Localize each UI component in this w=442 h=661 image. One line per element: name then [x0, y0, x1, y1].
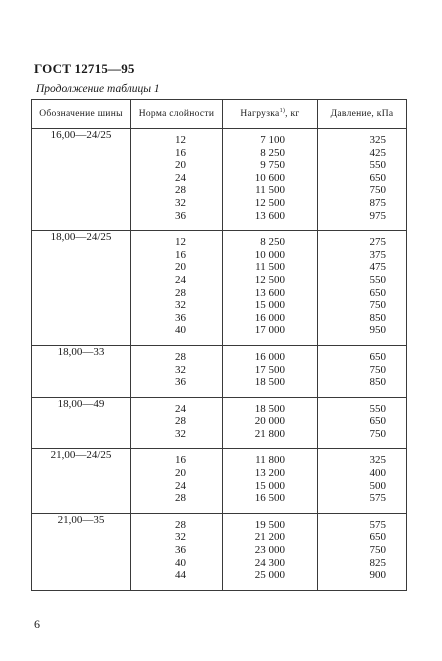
ply-rating-value: 12	[175, 134, 186, 146]
pressure-value: 425	[369, 146, 386, 159]
load-value: 11 500	[255, 261, 285, 274]
ply-rating-value: 28	[175, 518, 186, 531]
header-load-label: Нагрузка	[240, 109, 280, 120]
value-list	[318, 514, 406, 590]
header-tire-designation: Обозначение шины	[32, 100, 131, 129]
ply-rating-cell	[131, 449, 223, 513]
tire-designation-cell: 21,00—35	[32, 513, 131, 590]
value-list	[223, 514, 317, 590]
load-value: 15 000	[254, 299, 285, 312]
load-value: 21 200	[254, 531, 285, 544]
load-value: 8 250	[260, 146, 285, 159]
value-list	[223, 129, 317, 230]
load-value: 20 000	[254, 415, 285, 428]
ply-rating-value: 32	[175, 531, 186, 544]
header-ply-rating: Норма слойности	[131, 100, 223, 129]
value-list	[318, 398, 406, 449]
table-row	[32, 345, 407, 397]
header-load	[223, 100, 318, 129]
tire-designation-cell: 16,00—24/25	[32, 129, 131, 231]
value-list	[318, 231, 406, 345]
ply-rating-value: 28	[175, 492, 186, 505]
load-value: 11 500	[255, 184, 285, 197]
value-list	[131, 398, 222, 449]
pressure-value: 650	[369, 415, 386, 428]
ply-rating-value: 20	[175, 467, 186, 480]
pressure-value: 750	[369, 299, 386, 312]
tire-designation-cell: 18,00—49	[32, 397, 131, 449]
load-value: 15 000	[254, 479, 285, 492]
ply-rating-cell	[131, 129, 223, 231]
pressure-value: 575	[369, 492, 386, 505]
table-row	[32, 129, 407, 231]
ply-rating-cell	[131, 231, 223, 346]
load-value: 9 750	[260, 159, 285, 172]
value-list	[131, 129, 222, 230]
pressure-value: 575	[369, 518, 386, 531]
value-list	[318, 449, 406, 512]
pressure-value: 650	[369, 286, 386, 299]
value-list	[318, 129, 406, 230]
tire-designation-cell: 18,00—24/25	[32, 231, 131, 346]
load-value: 8 250	[260, 236, 285, 249]
value-list	[131, 514, 222, 590]
load-value: 24 300	[254, 556, 285, 569]
pressure-value: 875	[369, 196, 386, 209]
ply-rating-value: 44	[175, 569, 186, 582]
tire-designation-cell: 21,00—24/25	[32, 449, 131, 513]
table-row	[32, 449, 407, 513]
table-body	[32, 129, 407, 591]
pressure-value: 325	[369, 134, 386, 146]
ply-rating-value: 16	[175, 454, 186, 467]
ply-rating-value: 36	[175, 376, 186, 389]
pressure-value: 850	[369, 311, 386, 324]
pressure-value: 400	[369, 467, 386, 480]
load-value: 17 500	[254, 363, 285, 376]
ply-rating-value: 32	[175, 196, 186, 209]
pressure-value: 750	[369, 363, 386, 376]
load-cell	[223, 231, 318, 346]
pressure-cell	[318, 513, 407, 590]
ply-rating-value: 28	[175, 286, 186, 299]
table-header-row	[32, 100, 407, 129]
pressure-value: 650	[369, 171, 386, 184]
load-value: 18 500	[254, 376, 285, 389]
document-title: ГОСТ 12715—95	[34, 61, 135, 76]
ply-rating-value: 24	[175, 273, 186, 286]
load-cell	[223, 513, 318, 590]
ply-rating-value: 24	[175, 402, 186, 415]
pressure-value: 550	[369, 402, 386, 415]
ply-rating-value: 40	[175, 324, 186, 337]
load-value: 18 500	[254, 402, 285, 415]
pressure-cell	[318, 449, 407, 513]
value-list	[223, 398, 317, 449]
header-load-footnote: 1)	[279, 108, 286, 115]
value-list	[131, 449, 222, 512]
pressure-cell	[318, 231, 407, 346]
load-value: 13 600	[254, 209, 285, 222]
ply-rating-value: 28	[175, 415, 186, 428]
load-cell	[223, 449, 318, 513]
pressure-value: 750	[369, 544, 386, 557]
load-value: 21 800	[254, 427, 285, 440]
table-row	[32, 231, 407, 346]
pressure-value: 650	[369, 350, 386, 363]
pressure-value: 900	[369, 569, 386, 582]
pressure-cell	[318, 129, 407, 231]
load-value: 12 500	[254, 196, 285, 209]
load-value: 23 000	[254, 544, 285, 557]
load-value: 10 600	[254, 171, 285, 184]
ply-rating-cell	[131, 345, 223, 397]
pressure-value: 975	[369, 209, 386, 222]
load-value: 17 000	[254, 324, 285, 337]
load-value: 19 500	[254, 518, 285, 531]
load-value: 13 200	[254, 467, 285, 480]
pressure-value: 475	[369, 261, 386, 274]
pressure-value: 825	[369, 556, 386, 569]
pressure-value: 750	[369, 427, 386, 440]
value-list	[131, 346, 222, 397]
pressure-cell	[318, 397, 407, 449]
table-continuation-caption: Продолжение таблицы 1	[36, 83, 160, 95]
ply-rating-value: 20	[175, 261, 186, 274]
table-row	[32, 397, 407, 449]
ply-rating-value: 20	[175, 159, 186, 172]
tire-specification-table	[31, 99, 407, 591]
pressure-cell	[318, 345, 407, 397]
pressure-value: 750	[369, 184, 386, 197]
pressure-value: 550	[369, 159, 386, 172]
load-value: 11 800	[255, 454, 285, 467]
load-value: 25 000	[254, 569, 285, 582]
ply-rating-value: 32	[175, 299, 186, 312]
ply-rating-cell	[131, 397, 223, 449]
load-value: 16 500	[254, 492, 285, 505]
tire-designation-cell: 18,00—33	[32, 345, 131, 397]
header-pressure: Давление, кПа	[318, 100, 407, 129]
ply-rating-value: 36	[175, 544, 186, 557]
ply-rating-value: 32	[175, 427, 186, 440]
load-value: 7 100	[260, 134, 285, 146]
ply-rating-value: 36	[175, 311, 186, 324]
pressure-value: 650	[369, 531, 386, 544]
load-cell	[223, 129, 318, 231]
ply-rating-cell	[131, 513, 223, 590]
ply-rating-value: 28	[175, 350, 186, 363]
ply-rating-value: 36	[175, 209, 186, 222]
load-value: 16 000	[254, 311, 285, 324]
ply-rating-value: 16	[175, 248, 186, 261]
value-list	[131, 231, 222, 345]
load-value: 13 600	[254, 286, 285, 299]
pressure-value: 325	[369, 454, 386, 467]
pressure-value: 950	[369, 324, 386, 337]
page-number: 6	[34, 617, 40, 631]
load-cell	[223, 345, 318, 397]
ply-rating-value: 24	[175, 171, 186, 184]
value-list	[223, 346, 317, 397]
load-value: 12 500	[254, 273, 285, 286]
table-row	[32, 513, 407, 590]
value-list	[223, 449, 317, 512]
ply-rating-value: 16	[175, 146, 186, 159]
ply-rating-value: 28	[175, 184, 186, 197]
pressure-value: 850	[369, 376, 386, 389]
ply-rating-value: 12	[175, 236, 186, 249]
load-value: 16 000	[254, 350, 285, 363]
pressure-value: 375	[369, 248, 386, 261]
value-list	[223, 231, 317, 345]
ply-rating-value: 40	[175, 556, 186, 569]
header-load-unit: , кг	[285, 109, 300, 120]
load-cell	[223, 397, 318, 449]
ply-rating-value: 24	[175, 479, 186, 492]
pressure-value: 550	[369, 273, 386, 286]
value-list	[318, 346, 406, 397]
pressure-value: 500	[369, 479, 386, 492]
ply-rating-value: 32	[175, 363, 186, 376]
load-value: 10 000	[254, 248, 285, 261]
pressure-value: 275	[369, 236, 386, 249]
